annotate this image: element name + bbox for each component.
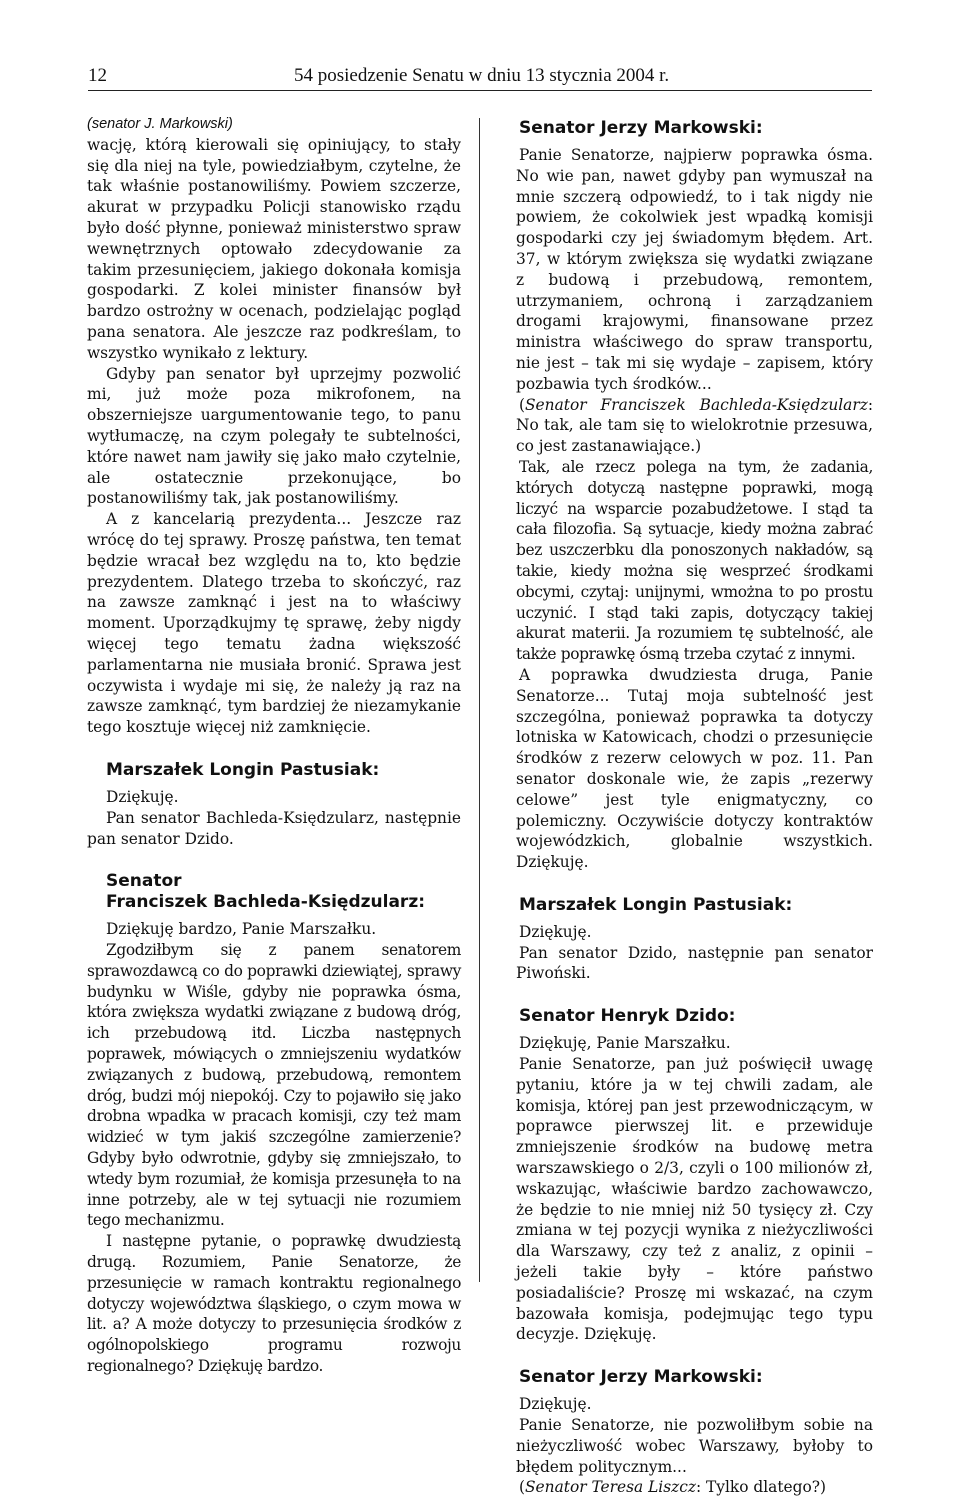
paragraph: I następne pytanie, o poprawkę dwudziestą drugą. Rozumiem, Panie Senatorze, że przesunięcie w ramach kontraktu regionalnego dotyczy województwa śląskiego, o czym mowa w lit. a? A może dotyczy to przesunięcia środków z ogólnopolskiego programu rozwoju regionalnego? Dziękuję bardzo. [87, 1232, 461, 1376]
speaker-heading [106, 871, 461, 913]
left-column [87, 114, 461, 1377]
interjection-text: : No tak, ale tam się to wielokrotnie przesuwa, co jest zastanawiające.) [516, 395, 873, 456]
interjector-name: Senator Teresa Liszcz [525, 1478, 696, 1497]
paragraph: Pan senator Dzido, następnie pan senator Piwoński. [516, 943, 873, 983]
continued-speaker-note: (senator J. Markowski) [87, 116, 233, 132]
paragraph: Dziękuję. [519, 1395, 592, 1414]
page-number: 12 [88, 65, 107, 86]
paragraph: wację, którą kierowali się opiniujący, to stały się dla niej na tyle, powiedziałbym, czytelne, że tak właśnie postanowiliśmy. Powiem szczerze, akurat w przypadku Policji stanowisko rządu było dość płynne, ponieważ ministerstwo spraw wewnętrznych optowało zdecydowanie za takim przesunięciem, jakiego dokonała komisja gospodarki. Z kolei minister finansów był bardzo ostrożny w ocenach, podzielając pogląd pana senatora. Ale jeszcze raz podkreślam, to wszystko wynikało z lektury. [87, 135, 461, 362]
paragraph: Dziękuję, Panie Marszałku. [519, 1034, 731, 1053]
interjection-text: : Tylko dlatego?) [695, 1478, 827, 1497]
paragraph: Dziękuję. [519, 922, 592, 941]
speaker-heading: Marszałek Longin Pastusiak: [106, 759, 380, 780]
paragraph: Panie Senatorze, nie pozwoliłbym sobie na nieżyczliwość wobec Warszawy, byłoby to błędem politycznym... [516, 1416, 873, 1476]
interjection [516, 1477, 873, 1498]
paragraph: Panie Senatorze, pan już poświęcił uwagę pytaniu, które ja w tej chwili zadam, ale komisja, której pan jest przewodniczącym, w poprawce pierwszej lit. e przewiduje zmniejszenie środków na budowę metra warszawskiego o 2/3, czyli o 100 milionów zł, wskazując, właściwie bardzo zachowawczo, że będzie to nie mniej niż 50 tysięcy zł. Czy zmiana w tej pozycji wynika z nieżyczliwości dla Warszawy, czy też z analiz, z opinii – jeżeli takie były – które państwo posiadaliście? Proszę mi wskazać, na czym bazowała komisja, podejmując tego typu decyzje. Dziękuję. [516, 1055, 873, 1344]
paragraph: Pan senator Bachleda-Księdzularz, następnie pan senator Dzido. [87, 808, 461, 848]
session-title: 54 posiedzenie Senatu w dniu 13 stycznia 2004 r. [294, 65, 670, 86]
paragraph: Dziękuję bardzo, Panie Marszałku. [106, 920, 377, 939]
page-header [88, 62, 872, 91]
speaker-heading: Marszałek Longin Pastusiak: [519, 894, 793, 915]
column-divider [479, 118, 480, 1282]
paragraph: Dziękuję. [106, 787, 179, 806]
interjection-open: ( [519, 1478, 526, 1497]
paragraph: Tak, ale rzecz polega na tym, że zadania, których dotyczą następne poprawki, mogą liczyć na wsparcie pozabudżetowe. I stąd ta cała filozofia. Są sytuacje, kiedy można zabrać bez uszczerbku dla ponoszonych nakładów, są takie, kiedy można się wesprzeć środkami obcymi, czytaj: unijnymi, wmożna to po prostu uczynić. I stąd taki zapis, dotyczący takiej akurat materii. Ja rozumiem tę subtelność, ale także poprawkę ósmą trzeba czytać z innymi. [516, 457, 873, 664]
speaker-heading-line: Franciszek Bachleda-Księdzularz: [106, 892, 426, 913]
right-column [516, 114, 873, 1498]
speaker-heading: Senator Henryk Dzido: [519, 1006, 736, 1027]
paragraph: A z kancelarią prezydenta... Jeszcze raz wrócę do tej sprawy. Proszę państwa, ten temat będzie wracał bez względu na to, kto będzie prezydentem. Dlatego trzeba to skończyć, raz na zawsze zamknąć i jest na to właściwy moment. Uporządkujmy tę sprawę, żeby nigdy więcej tego tematu żadna większość parlamentarna nie musiała bronić. Sprawa jest oczywista i wydaje mi się, że należy ją raz na zawsze zamknąć, tym bardziej że niezamykanie tego kosztuje więcej niż zamknięcie. [87, 510, 461, 737]
paragraph: Gdyby pan senator był uprzejmy pozwolić mi, już może poza mikrofonem, na obszerniejsze uargumentowanie tego, to panu wytłumaczę, na czym polegały te subtelności, które nawet nam jawiły się jako mało czytelnie, ale ostatecznie przekonujące, bo postanowiliśmy tak, jak postanowiliśmy. [87, 364, 461, 508]
paragraph: Zgodziłbym się z panem senatorem sprawozdawcą co do poprawki dziewiątej, sprawy budynku w Wiśle, gdyby nie poprawka ósma, która zwiększa wydatki związane z budową dróg, ich przebudową itd. Liczba następnych poprawek, mówiących o zmniejszeniu wydatków związanych z budową, przebudową, remontem dróg, budzi mój niepokój. Czy to pojawiło się jako drobna wpadka w pracach komisji, czy też mam widzieć w tym jakiś szczególne zamierzenie? Gdyby było odwrotnie, gdyby się zmniejszało, to wtedy bym rozumiał, że komisja przesunęła to na inne potrzeby, ale w tej sytuacji nie rozumiem tego mechanizmu. [87, 941, 461, 1230]
speaker-heading-line: Senator [106, 871, 182, 892]
interjection-open: ( [519, 395, 526, 414]
interjector-name: Senator Franciszek Bachleda-Księdzularz [525, 395, 868, 414]
interjection [516, 395, 873, 457]
paragraph: Panie Senatorze, najpierw poprawka ósma. No wie pan, nawet gdyby pan wymuszał na mnie szczerą odpowiedź, to i tak nigdy nie powiem, że cokolwiek jest wpadką komisji gospodarki czy jej świadomym błędem. Art. 37, w którym zwiększa się wydatki związane z budową i przebudową, remontem, utrzymaniem, ochroną i zarządzaniem drogami krajowymi, finansowane przez ministra właściwego do spraw transportu, nie jest – tak mi się wydaje – zapisem, który pozbawia tych środków... [516, 146, 873, 393]
speaker-heading: Senator Jerzy Markowski: [519, 1367, 763, 1388]
speaker-heading: Senator Jerzy Markowski: [519, 118, 763, 138]
paragraph: A poprawka dwudziesta druga, Panie Senatorze... Tutaj moja subtelność jest szczególna, ponieważ poprawka ta dotyczy lotniska w Katowicach, chodzi o przesunięcie środków z rezerw celowych w poz. 11. Pan senator doskonale wie, że zapis „rezerwy celowe” jest tyle enigmatyczny, co polemiczny. Oczywiście dotyczy kontraktów wojewódzkich, globalnie wszystkich. Dziękuję. [516, 665, 873, 872]
